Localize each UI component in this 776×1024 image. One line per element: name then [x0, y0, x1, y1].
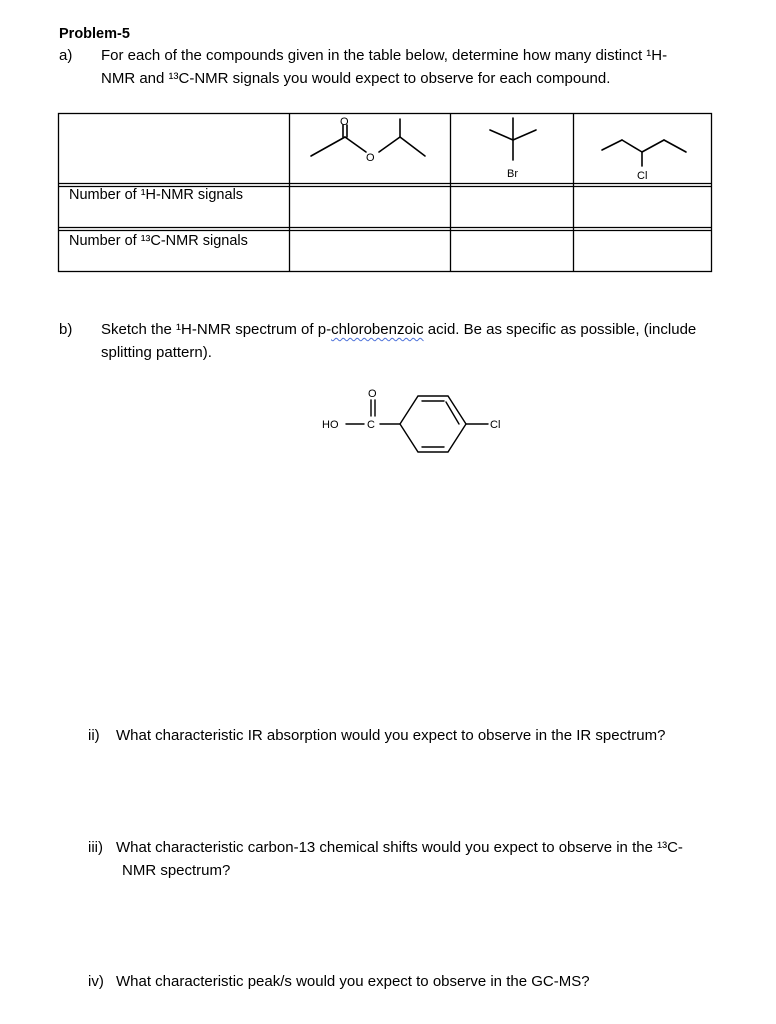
- spellcheck-underlined-word: chlorobenzoic: [331, 321, 424, 338]
- question-iv-text: What characteristic peak/s would you expect to observe in the GC-MS?: [116, 973, 590, 990]
- table-row-label-13c: Number of ¹³C-NMR signals: [69, 233, 248, 249]
- part-a-line-2: NMR and ¹³C-NMR signals you would expect to observe for each compound.: [101, 70, 611, 87]
- part-b-label: b): [59, 321, 73, 338]
- p-chlorobenzoic-acid-structure: [0, 0, 776, 500]
- part-b-line-1: Sketch the ¹H-NMR spectrum of p-chlorobenzoic acid. Be as specific as possible, (include: [101, 321, 697, 338]
- acid-carbonyl-carbon: C: [367, 419, 375, 431]
- part-a-label: a): [59, 47, 73, 64]
- acid-hydroxyl-group: HO: [322, 419, 339, 431]
- question-iv-label: iv): [88, 973, 104, 990]
- acid-chlorine: Cl: [490, 419, 501, 431]
- question-iii-text-line-1: What characteristic carbon-13 chemical shifts would you expect to observe in the ¹³C-: [116, 839, 683, 856]
- question-iii-label: iii): [88, 839, 103, 856]
- part-b-line-2: splitting pattern).: [101, 344, 212, 361]
- problem-title: Problem-5: [59, 26, 130, 42]
- question-iii-text-line-2: NMR spectrum?: [122, 862, 231, 879]
- compound-3-chlorine: Cl: [637, 170, 648, 182]
- table-row-label-1h: Number of ¹H-NMR signals: [69, 187, 244, 203]
- compound-2-bromine: Br: [507, 168, 518, 180]
- acid-carbonyl-oxygen: O: [368, 388, 377, 400]
- compound-1-ester-oxygen: O: [366, 152, 375, 164]
- question-ii-label: ii): [88, 727, 100, 744]
- compound-1-carbonyl-oxygen: O: [340, 116, 349, 128]
- question-ii-text: What characteristic IR absorption would you expect to observe in the IR spectrum?: [116, 727, 666, 744]
- part-a-line-1: For each of the compounds given in the table below, determine how many distinct ¹H-: [101, 47, 668, 64]
